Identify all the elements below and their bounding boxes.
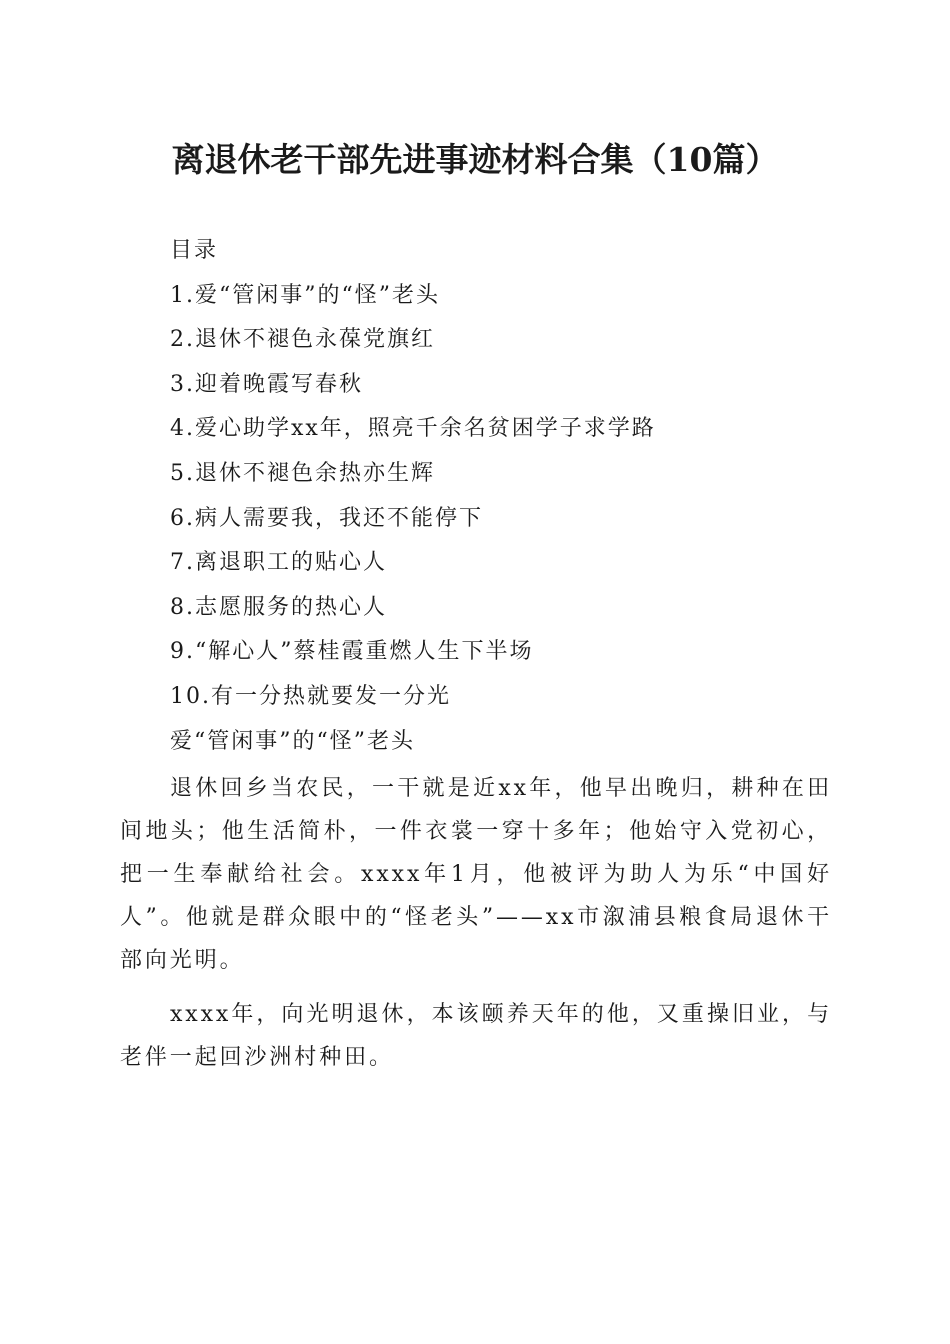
body-paragraph: xxxx年，向光明退休，本该颐养天年的他，又重操旧业，与老伴一起回沙洲村种田。 (120, 1002, 832, 1070)
toc-item: 5.退休不褪色余热亦生辉 (170, 460, 435, 486)
body-paragraph: 退休回乡当农民，一干就是近xx年，他早出晚归，耕种在田间地头；他生活简朴，一件衣裳一穿十多年；他始守入党初心，把一生奉献给社会。xxxx年1月，他被评为助人为乐“中国好人”。他就是群众眼中的“怪老头”——xx市溆浦县粮食局退休干部向光明。 (120, 776, 832, 973)
toc-item: 6.病人需要我，我还不能停下 (170, 505, 483, 531)
toc-item: 8.志愿服务的热心人 (170, 594, 387, 620)
section-heading: 爱“管闲事”的“怪”老头 (170, 728, 415, 754)
toc-item: 10.有一分热就要发一分光 (170, 683, 451, 709)
toc-item: 2.退休不褪色永葆党旗红 (170, 327, 435, 353)
toc-item: 9.“解心人”蔡桂霞重燃人生下半场 (170, 639, 534, 665)
toc-item: 1.爱“管闲事”的“怪”老头 (170, 282, 440, 308)
table-of-contents (170, 229, 870, 764)
toc-heading: 目录 (170, 238, 219, 263)
toc-item: 3.迎着晚霞写春秋 (170, 371, 363, 397)
document-title: 离退休老干部先进事迹材料合集（10篇） (171, 140, 779, 179)
toc-item: 4.爱心助学xx年，照亮千余名贫困学子求学路 (170, 416, 656, 442)
toc-item: 7.离退职工的贴心人 (170, 550, 387, 576)
